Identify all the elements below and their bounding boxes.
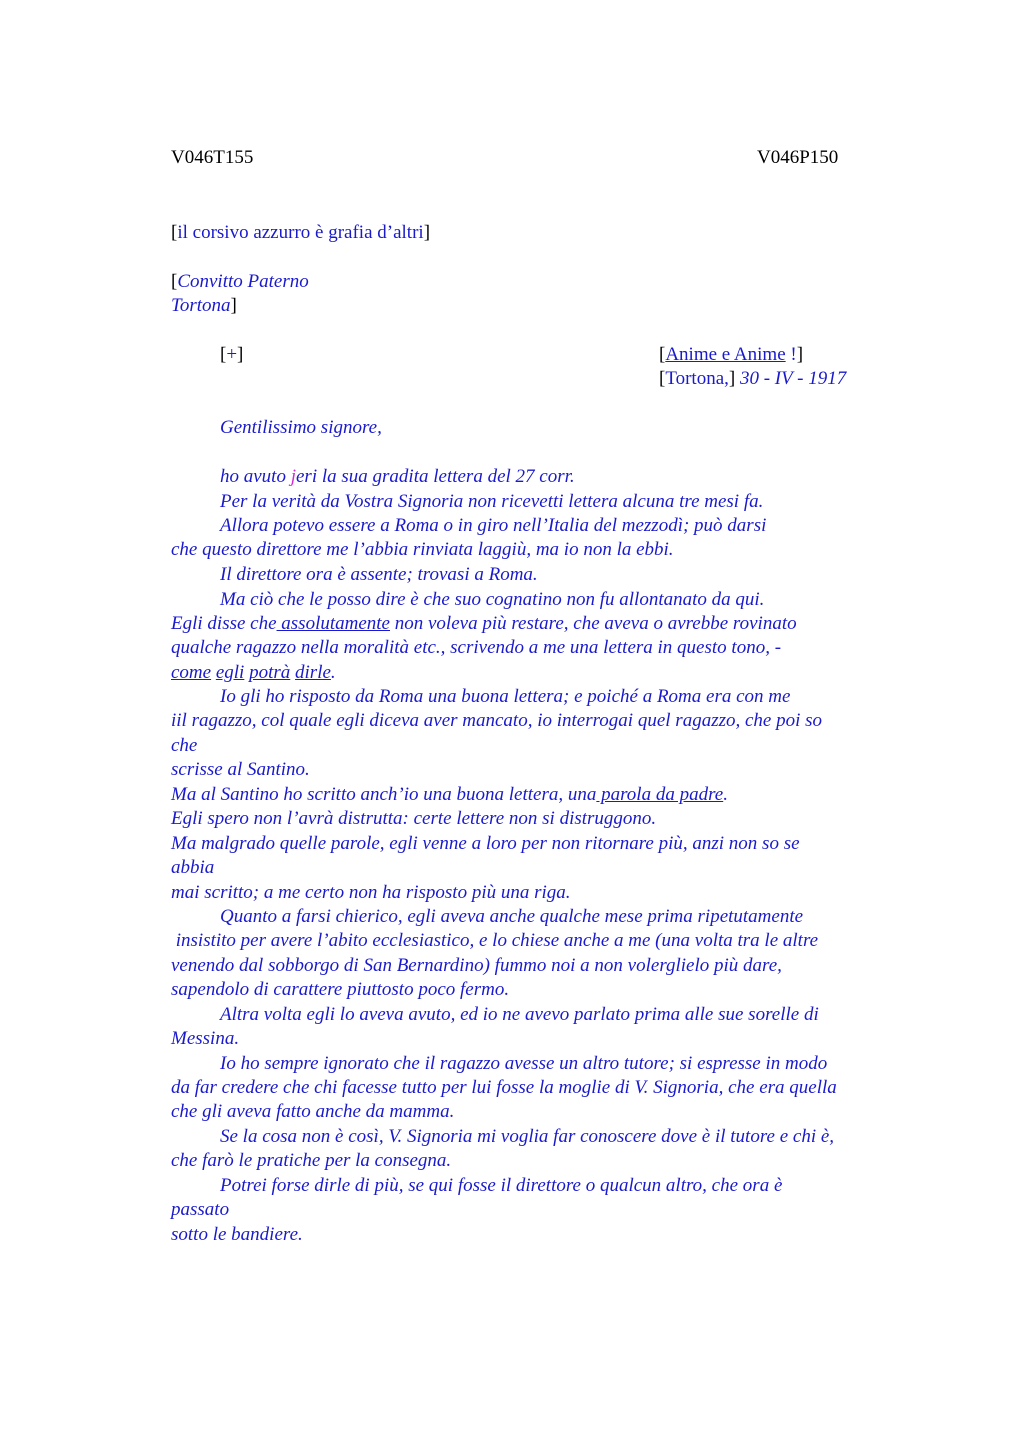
underlined-come: come <box>171 662 212 683</box>
editorial-note: [il corsivo azzurro è grafia d’altri] <box>171 222 431 243</box>
body-line-32: sotto le bandiere. <box>171 1224 303 1245</box>
underlined-assolutamente: assolutamente <box>276 613 390 634</box>
body-line-30: Potrei forse dirle di più, se qui fosse il direttore o qualcun altro, che ora è <box>220 1175 783 1196</box>
body-line-2: Per la verità da Vostra Signoria non ricevetti lettera alcuna tre mesi fa. <box>220 491 764 512</box>
body-line-13: scrisse al Santino. <box>171 759 310 780</box>
underlined-dirle: dirle <box>295 662 331 683</box>
body-line-16: Ma malgrado quelle parole, egli venne a loro per non ritornare più, anzi non so se <box>171 833 800 854</box>
body-line-20: insistito per avere l’abito ecclesiastico, e lo chiese anche a me (una volta tra le altre <box>171 930 819 951</box>
body-line-22: sapendolo di carattere piuttosto poco fermo. <box>171 979 510 1000</box>
letter-date: 30 - IV - 1917 <box>739 368 847 389</box>
body-line-27: che gli aveva fatto anche da mamma. <box>171 1101 455 1122</box>
place: Tortona, <box>665 368 729 389</box>
body-line-14-end: . <box>723 784 728 805</box>
body-line-17: abbia <box>171 857 215 878</box>
underlined-egli: egli <box>215 662 245 683</box>
motto: [Anime e Anime !] <box>659 344 804 365</box>
body-line-12: che <box>171 735 198 756</box>
cross-symbol: + <box>226 344 238 365</box>
body-line-10: Io gli ho risposto da Roma una buona lettera; e poiché a Roma era con me <box>220 686 791 707</box>
body-line-19: Quanto a farsi chierico, egli aveva anche qualche mese prima ripetutamente <box>220 906 804 927</box>
underlined-potra: potrà <box>249 662 291 683</box>
body-line-1-b: eri la sua gradita lettera del 27 corr. <box>296 466 575 487</box>
body-line-8: qualche ragazzo nella moralità etc., scrivendo a me una lettera in questo tono, - <box>171 637 782 658</box>
body-line-15: Egli spero non l’avrà distrutta: certe lettere non si distruggono. <box>171 808 657 829</box>
body-line-5: Il direttore ora è assente; trovasi a Roma. <box>220 564 538 585</box>
cross-mark: [+] <box>220 344 244 365</box>
body-line-31: passato <box>171 1199 230 1220</box>
correction-letter: j <box>290 466 296 487</box>
body-line-11: iil ragazzo, col quale egli diceva aver mancato, io interrogai quel ragazzo, che poi so <box>171 710 823 731</box>
body-line-9 <box>171 661 336 685</box>
body-line-3: Allora potevo essere a Roma o in giro nell’Italia del mezzodì; può darsi <box>220 515 767 536</box>
body-line-21: venendo dal sobborgo di San Bernardino) fummo noi a non volerglielo più dare, <box>171 955 782 976</box>
body-line-29: che farò le pratiche per la consegna. <box>171 1150 452 1171</box>
sender-line-2: Tortona] <box>171 295 237 316</box>
body-line-28: Se la cosa non è così, V. Signoria mi voglia far conoscere dove è il tutore e chi è, <box>220 1126 835 1147</box>
body-line-25: Io ho sempre ignorato che il ragazzo avesse un altro tutore; si espresse in modo <box>220 1053 828 1074</box>
body-line-18: mai scritto; a me certo non ha risposto più una riga. <box>171 882 571 903</box>
place-date: [Tortona,] 30 - IV - 1917 <box>659 368 847 389</box>
salutation: Gentilissimo signore, <box>220 417 382 438</box>
body-line-7-b: non voleva più restare, che aveva o avrebbe rovinato <box>390 613 797 634</box>
body-line-7 <box>171 612 797 636</box>
body-line-1-a: ho avuto <box>220 466 291 487</box>
body-line-1 <box>220 465 575 489</box>
body-line-14 <box>171 783 728 807</box>
motto-exclamation: ! <box>790 344 797 365</box>
sender-city: Tortona <box>171 295 231 316</box>
body-line-7-a: Egli disse che <box>171 613 277 634</box>
document-code-right: V046P150 <box>757 147 839 168</box>
editorial-note-text: il corsivo azzurro è grafia d’altri <box>177 222 424 243</box>
body-line-4: che questo direttore me l’abbia rinviata laggiù, ma io non la ebbi. <box>171 539 674 560</box>
document-code-left: V046T155 <box>171 147 254 168</box>
body-line-9-end: . <box>330 662 336 683</box>
sender-name: Convitto Paterno <box>177 271 309 292</box>
motto-text: Anime e Anime <box>665 344 786 365</box>
sender-line-1: [Convitto Paterno <box>171 271 309 292</box>
body-line-14-a: Ma al Santino ho scritto anch’io una buona lettera, una <box>171 784 597 805</box>
underlined-parola-da-padre: parola da padre <box>596 784 724 805</box>
body-line-6: Ma ciò che le posso dire è che suo cognatino non fu allontanato da qui. <box>220 589 765 610</box>
body-line-23: Altra volta egli lo aveva avuto, ed io ne avevo parlato prima alle sue sorelle di <box>220 1004 819 1025</box>
body-line-24: Messina. <box>171 1028 240 1049</box>
body-line-26: da far credere che chi facesse tutto per lui fosse la moglie di V. Signoria, che era quella <box>171 1077 837 1098</box>
